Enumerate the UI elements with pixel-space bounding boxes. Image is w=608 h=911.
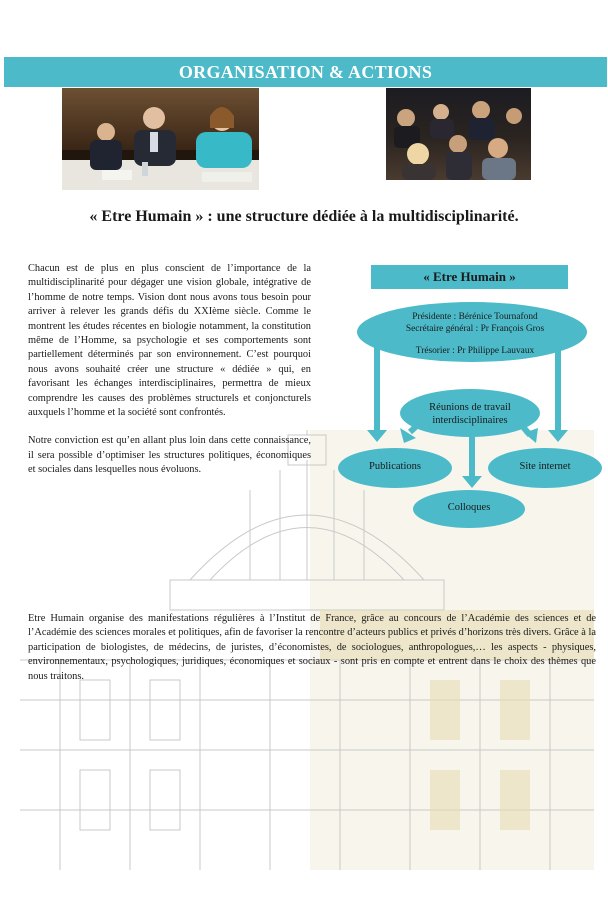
audience-photo [386,88,531,180]
president-label: Présidente : Bérénice Tournafond [412,312,538,322]
org-title-box: « Etre Humain » [371,265,568,289]
audience-photo-art [386,88,531,180]
intro-paragraph-1: Chacun est de plus en plus conscient de l’importance de la multidisciplinarité pour dégager une vision globale, intégrative de l’homme de notre temps. Vision dont nous avons tous besoin pour arriver à relever les grands défis du XXIème siècle. Comme le montrent les études récentes en biologie notamment, la constitution même de l’Homme, sa psychologie et ses comportements sont partiellement déterminés par son environnement. C’est pourquoi nous avons souhaité créer une structure « dédiée » qui, en favorisant les échanges interdisciplinaires, permettra de mieux comprendre les causes des problèmes structurels et conjoncturels auxquels l’homme et la société sont confrontés. [28,263,311,419]
intro-text [28,262,311,492]
panel-photo [62,88,259,190]
page-banner [4,57,607,87]
meetings-label [400,401,540,427]
page-title: ORGANISATION & ACTIONS [178,62,433,82]
intro-paragraph-2: Notre conviction est qu’en allant plus loin dans cette connaissance, il sera possible d’optimiser les structures politiques, économiques et sociales dans lesquelles nous évoluons. [28,435,311,476]
panel-photo-art [62,88,259,190]
board-members [360,311,590,357]
colloques-label: Colloques [447,502,491,513]
closing-text: Etre Humain organise des manifestations régulières à l’Institut de France, grâce au concours de l’Académie des sciences et de l’Académie des sciences morales et politiques, afin de favoriser la rencontre d’acteurs publics et privés d’horizons très divers. Grâce à la participation de biologistes, de médecins, de juristes, d’économistes, de sociologues, anthropologues,… les aspects - physiques, environnementaux, psychologiques, juridiques, économiques et sociaux - sont pris en compte et entrent dans le choix des thèmes que nous traitons. [28,613,596,682]
publications-label: Publications [369,461,421,472]
secretary-label: Secrétaire général : Pr François Gros [405,324,545,334]
treasurer-label: Trésorier : Pr Philippe Lauvaux [415,346,535,356]
meetings-label-line-1: Réunions de travail [429,402,511,413]
meetings-label-line-2: interdisciplinaires [432,415,508,426]
website-label: Site internet [519,461,571,472]
section-subtitle: « Etre Humain » : une structure dédiée à la multidisciplinarité. [89,208,519,225]
